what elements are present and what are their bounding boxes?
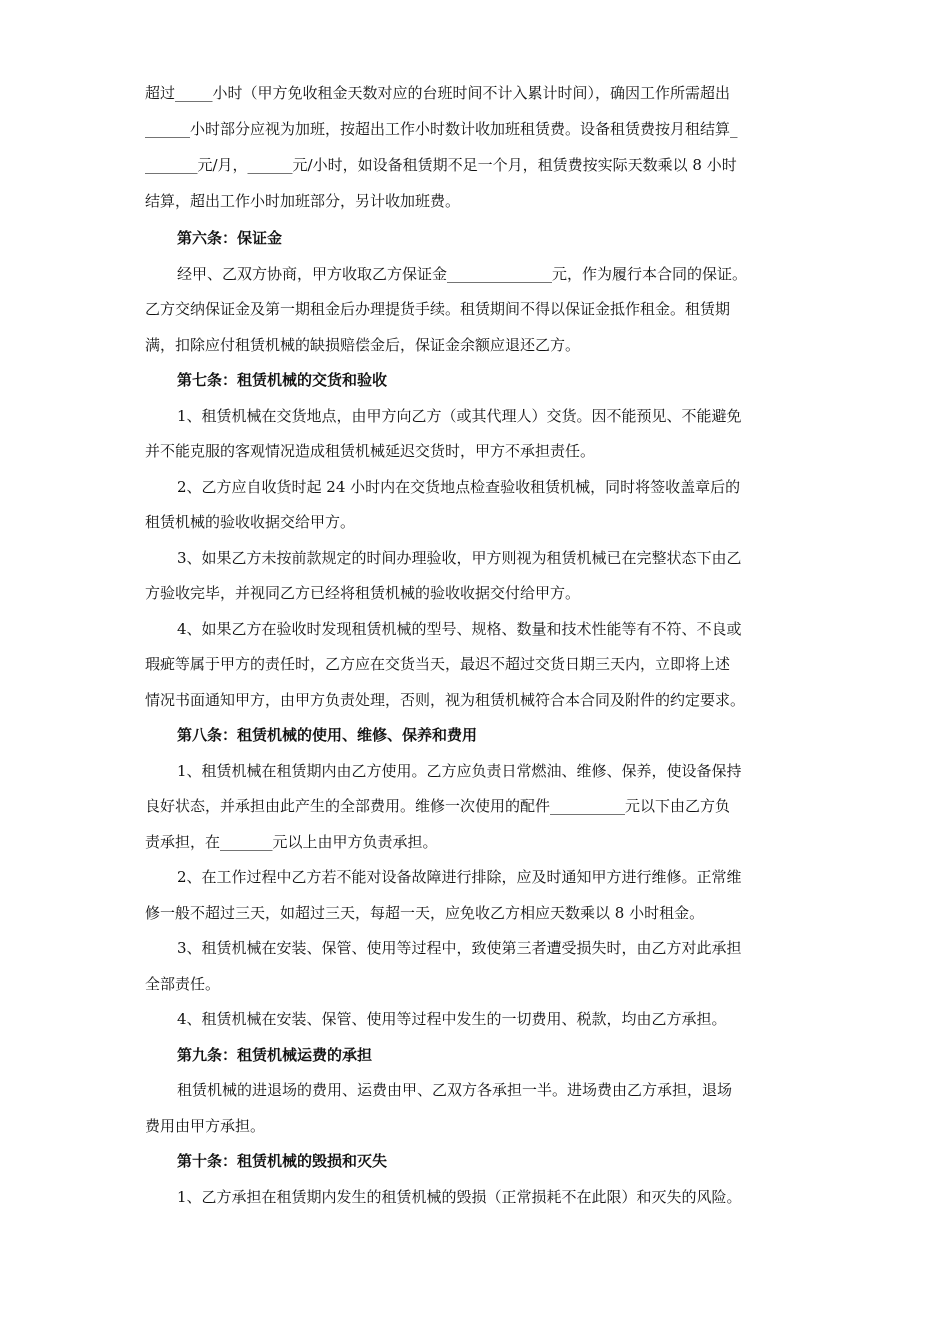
paragraph-line: 满，扣除应付租赁机械的缺损赔偿金后，保证金余额应退还乙方。 <box>145 336 581 354</box>
section-heading: 第十条：租赁机械的毁损和灭失 <box>177 1152 388 1170</box>
paragraph-line: 情况书面通知甲方，由甲方负责处理，否则，视为租赁机械符合本合同及附件的约定要求。 <box>145 691 746 709</box>
paragraph-line: 经甲、乙双方协商，甲方收取乙方保证金______________元，作为履行本合同的保证。 <box>177 265 748 283</box>
paragraph-line: 并不能克服的客观情况造成租赁机械延迟交货时，甲方不承担责任。 <box>145 442 596 460</box>
paragraph-line: ______小时部分应视为加班，按超出工作小时数计收加班租赁费。设备租赁费按月租结算_ <box>145 120 738 138</box>
paragraph-line: 3、租赁机械在安装、保管、使用等过程中，致使第三者遭受损失时，由乙方对此承担 <box>177 939 742 957</box>
paragraph-line: 1、租赁机械在交货地点，由甲方向乙方（或其代理人）交货。因不能预见、不能避免 <box>177 407 742 425</box>
paragraph-line: _______元/月，______元/小时，如设备租赁期不足一个月，租赁费按实际天数乘以 8 小时 <box>145 156 737 174</box>
paragraph-line: 瑕疵等属于甲方的责任时，乙方应在交货当天，最迟不超过交货日期三天内，立即将上述 <box>145 655 731 673</box>
paragraph-line: 修一般不超过三天，如超过三天，每超一天，应免收乙方相应天数乘以 8 小时租金。 <box>145 904 705 922</box>
paragraph-line: 2、在工作过程中乙方若不能对设备故障进行排除，应及时通知甲方进行维修。正常维 <box>177 868 742 886</box>
paragraph-line: 4、如果乙方在验收时发现租赁机械的型号、规格、数量和技术性能等有不符、不良或 <box>177 620 742 638</box>
section-heading: 第六条：保证金 <box>177 229 283 247</box>
section-heading: 第七条：租赁机械的交货和验收 <box>177 371 388 389</box>
section-heading: 第八条：租赁机械的使用、维修、保养和费用 <box>177 726 478 744</box>
paragraph-line: 2、乙方应自收货时起 24 小时内在交货地点检查验收租赁机械，同时将签收盖章后的 <box>177 478 741 496</box>
paragraph-line: 4、租赁机械在安装、保管、使用等过程中发生的一切费用、税款，均由乙方承担。 <box>177 1010 727 1028</box>
paragraph-line: 良好状态，并承担由此产生的全部费用。维修一次使用的配件__________元以下由乙方负 <box>145 797 731 815</box>
paragraph-line: 租赁机械的进退场的费用、运费由甲、乙双方各承担一半。进场费由乙方承担，退场 <box>177 1081 733 1099</box>
paragraph-line: 费用由甲方承担。 <box>145 1117 266 1135</box>
paragraph-line: 3、如果乙方未按前款规定的时间办理验收，甲方则视为租赁机械已在完整状态下由乙 <box>177 549 742 567</box>
paragraph-line: 1、乙方承担在租赁期内发生的租赁机械的毁损（正常损耗不在此限）和灭失的风险。 <box>177 1188 742 1206</box>
paragraph-line: 全部责任。 <box>145 975 221 993</box>
paragraph-line: 方验收完毕，并视同乙方已经将租赁机械的验收收据交付给甲方。 <box>145 584 581 602</box>
paragraph-line: 租赁机械的验收收据交给甲方。 <box>145 513 356 531</box>
paragraph-line: 超过_____小时（甲方免收租金天数对应的台班时间不计入累计时间），确因工作所需超出 <box>145 84 731 102</box>
paragraph-line: 1、租赁机械在租赁期内由乙方使用。乙方应负责日常燃油、维修、保养，使设备保持 <box>177 762 742 780</box>
paragraph-line: 结算，超出工作小时加班部分，另计收加班费。 <box>145 192 461 210</box>
paragraph-line: 乙方交纳保证金及第一期租金后办理提货手续。租赁期间不得以保证金抵作租金。租赁期 <box>145 300 731 318</box>
section-heading: 第九条：租赁机械运费的承担 <box>177 1046 373 1064</box>
paragraph-line: 责承担，在_______元以上由甲方负责承担。 <box>145 833 438 851</box>
